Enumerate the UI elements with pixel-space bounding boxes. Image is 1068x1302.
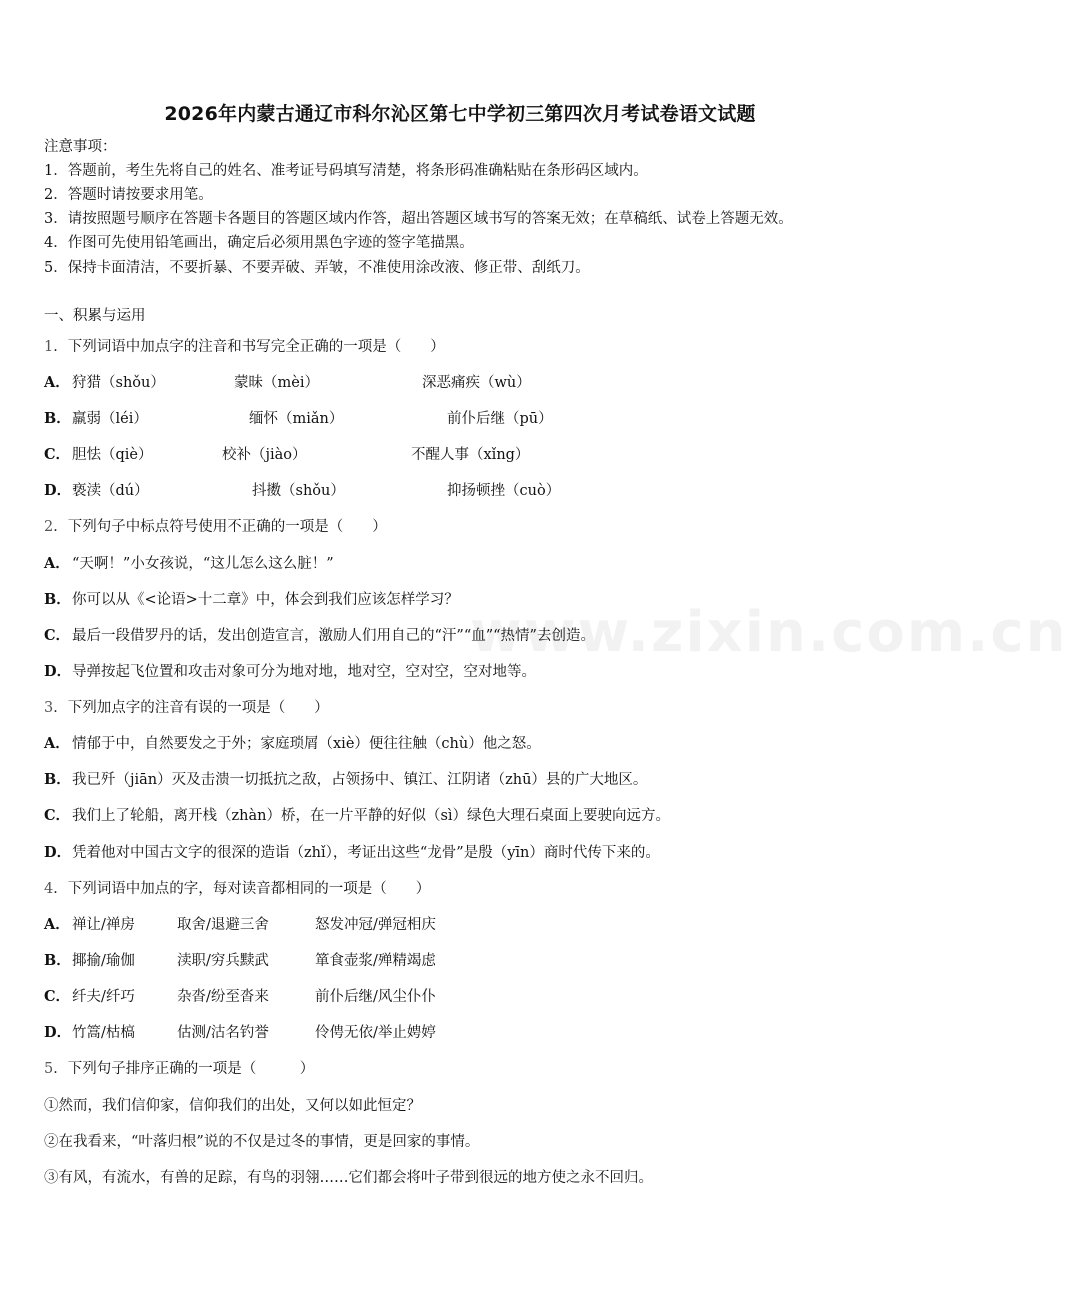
option-cell: 取舍/退避三舍 [177,917,269,933]
option-label: D． [44,844,72,861]
option-label: B． [44,771,71,788]
option-text: 我已歼（jiān）灭及击溃一切抵抗之敌，占领扬中、镇江、江阴诸（zhū）县的广大地区。 [72,772,648,788]
option-label: A． [44,374,70,391]
option-cell: 揶揄/瑜伽 [72,953,135,969]
option-text: 最后一段借罗丹的话，发出创造宣言，激励人们用自己的“汗”“血”“热情”去创造。 [72,628,595,644]
option-row [44,1023,436,1043]
option-label: C． [44,807,71,824]
option-cell: 伶俜无依/举止娉婷 [315,1025,436,1041]
sentence: ②在我看来，“叶落归根”说的不仅是过冬的事情，更是回家的事情。 [44,1134,480,1150]
question-stem [44,1059,314,1079]
question-text: ．下列句子中标点符号使用不正确的一项是（ ） [53,519,387,535]
option-row [44,590,459,610]
option-cell: 胆怯（qiè） [72,447,153,463]
notice-item: 3．请按照题号顺序在答题卡各题目的答题区域内作答，超出答题区域书写的答案无效；在草稿纸、试卷上答题无效。 [44,211,793,227]
option-cell: 禅让/禅房 [72,917,135,933]
notice-item: 4．作图可先使用铅笔画出，确定后必须用黑色字迹的签字笔描黑。 [44,235,474,251]
option-cell: 深恶痛疾（wù） [422,375,531,391]
option-row [44,626,595,646]
question-stem [44,879,430,899]
option-label: A． [44,735,70,752]
option-label: D． [44,482,72,499]
option-cell: 蒙昧（mèi） [234,375,319,391]
question-number: 3 [44,700,54,716]
option-row [44,662,536,682]
option-cell: 亵渎（dú） [72,483,149,499]
sentence: ①然而，我们信仰家，信仰我们的出处，又何以如此恒定？ [44,1098,421,1114]
option-text: 你可以从《<论语>十二章》中，体会到我们应该怎样学习？ [72,592,459,608]
question-text: ．下列词语中加点字的注音和书写完全正确的一项是（ ） [53,339,445,355]
question-number: 4 [44,881,54,897]
question-text: ．下列句子排序正确的一项是（ ） [53,1061,315,1077]
option-row [44,445,530,465]
question-number: 2 [44,519,54,535]
option-row [44,373,531,393]
question-stem [44,517,387,537]
question-text: ．下列词语中加点的字，每对读音都相同的一项是（ ） [53,881,431,897]
option-cell: 杂沓/纷至沓来 [177,989,269,1005]
option-text: 情郁于中，自然要发之于外；家庭琐屑（xiè）便往往触（chù）他之怒。 [72,736,541,752]
option-row [44,554,334,574]
option-label: C． [44,627,71,644]
option-row [44,409,553,429]
option-row [44,915,436,935]
notice-item: 1．答题前，考生先将自己的姓名、准考证号码填写清楚，将条形码准确粘贴在条形码区域内。 [44,163,648,179]
option-cell: 渎职/穷兵黩武 [177,953,269,969]
option-cell: 怒发冲冠/弹冠相庆 [315,917,436,933]
option-label: B． [44,591,71,608]
option-label: C． [44,988,71,1005]
option-cell: 不醒人事（xǐng） [411,447,530,463]
notice-item: 5．保持卡面清洁，不要折暴、不要弄破、弄皱，不准使用涂改液、修正带、刮纸刀。 [44,260,590,276]
question-text: ．下列加点字的注音有误的一项是（ ） [53,700,329,716]
option-text: 凭着他对中国古文字的很深的造诣（zhǐ），考证出这些“龙骨”是殷（yīn）商时代传下来的。 [72,845,660,861]
exam-title: 2026年内蒙古通辽市科尔沁区第七中学初三第四次月考试卷语文试题 [164,103,756,125]
option-label: A． [44,555,70,572]
option-row [44,770,647,790]
option-label: B． [44,410,71,427]
sentence: ③有风，有流水，有兽的足踪，有鸟的羽翎……它们都会将叶子带到很远的地方使之永不回归。 [44,1170,653,1186]
option-cell: 纤夫/纤巧 [72,989,135,1005]
section-heading: 一、积累与运用 [44,308,146,324]
question-number: 5 [44,1061,54,1077]
option-cell: 前仆后继/风尘仆仆 [315,989,436,1005]
option-text: “天啊！”小女孩说，“这儿怎么这么脏！” [72,556,334,572]
notice-heading: 注意事项： [44,139,117,155]
option-cell: 抖擞（shǒu） [252,483,345,499]
question-stem [44,337,445,357]
option-cell: 狩猎（shǒu） [72,375,165,391]
option-label: A． [44,916,70,933]
option-cell: 校补（jiào） [222,447,307,463]
option-label: C． [44,446,71,463]
option-cell: 羸弱（léi） [72,411,148,427]
option-label: D． [44,663,72,680]
option-cell: 估测/沽名钓誉 [177,1025,269,1041]
option-row [44,987,436,1007]
option-cell: 前仆后继（pū） [447,411,553,427]
option-row [44,806,670,826]
notice-item: 2．答题时请按要求用笔。 [44,187,213,203]
option-row [44,843,660,863]
option-row [44,951,436,971]
option-text: 导弹按起飞位置和攻击对象可分为地对地，地对空，空对空，空对地等。 [72,664,536,680]
option-label: B． [44,952,71,969]
watermark: www.zixin.com.cn [470,600,1068,665]
option-cell: 竹篙/枯槁 [72,1025,135,1041]
option-cell: 箪食壶浆/殚精竭虑 [315,953,436,969]
option-text: 我们上了轮船，离开栈（zhàn）桥，在一片平静的好似（sì）绿色大理石桌面上要驶向远方。 [72,808,671,824]
option-label: D． [44,1024,72,1041]
option-cell: 抑扬顿挫（cuò） [447,483,561,499]
option-row [44,481,561,501]
question-stem [44,698,329,718]
option-row [44,734,541,754]
option-cell: 缅怀（miǎn） [249,411,344,427]
question-number: 1 [44,339,54,355]
